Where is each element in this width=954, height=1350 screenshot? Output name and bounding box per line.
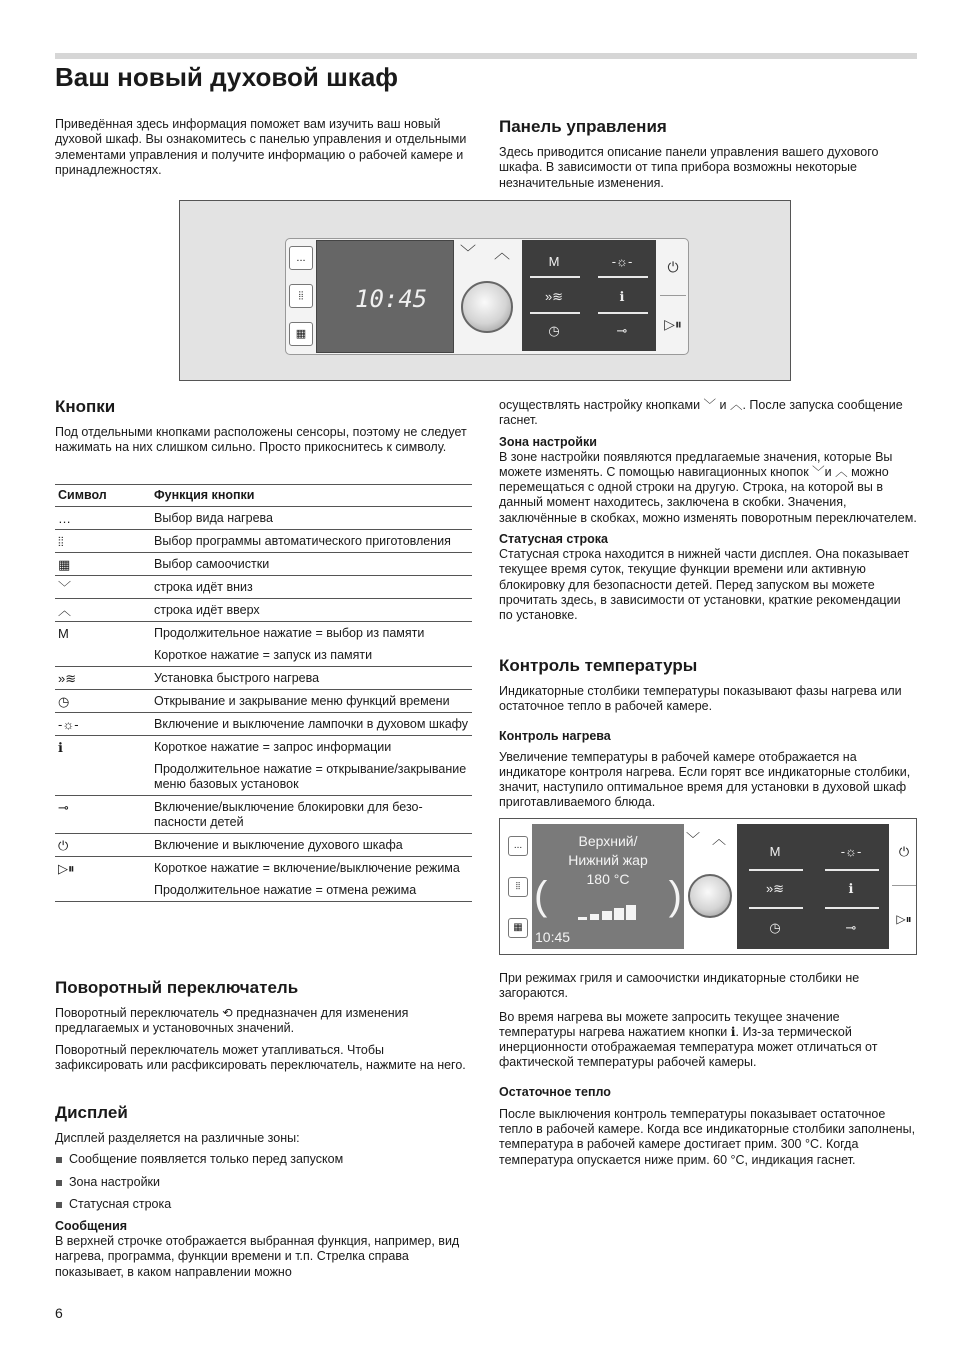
bracket-left-icon: ( <box>534 874 548 918</box>
arrow-down-button[interactable]: ﹀ <box>686 831 700 847</box>
button-symbol-icon: M <box>55 622 151 645</box>
power-button[interactable]: ⏻ <box>660 239 686 296</box>
table-row <box>55 690 472 713</box>
query-note: Во время нагрева вы можете запросить текущее значение температуры нагрева нажатием кнопки ℹ. Из-за термической инерционности отображаемая температура может отличаться от фактической температуры рабочей камеры. <box>499 1009 878 1070</box>
setting-zone-heading: Зона настройки <box>499 434 597 449</box>
button-symbol-icon: … <box>55 507 151 530</box>
temperature-bar <box>602 911 612 920</box>
status-line-heading: Статусная строка <box>499 532 608 547</box>
button-function: Включение/выключение блокировки для безопасности детей <box>151 796 472 834</box>
self-clean-button[interactable]: ▦ <box>508 918 528 938</box>
page-number: 6 <box>55 1305 63 1321</box>
button-function: Выбор программы автоматического приготовления <box>151 530 472 553</box>
button-function: Продолжительное нажатие = открывание/закрывание меню базовых установок <box>154 762 467 791</box>
table-row <box>55 576 472 599</box>
temperature-text: Индикаторные столбики температуры показывают фазы нагрева или остаточное тепло в рабочей камере. <box>499 684 902 714</box>
button-function: Выбор вида нагрева <box>151 507 472 530</box>
arrow-up-button[interactable]: ︿ <box>493 245 510 262</box>
heating-control-heading: Контроль нагрева <box>499 728 611 743</box>
button-symbol-icon <box>55 644 151 667</box>
button-function: Короткое нажатие = запуск из памяти <box>154 648 373 662</box>
power-button[interactable]: ⏻ <box>892 819 916 886</box>
button-symbol-icon <box>55 879 151 902</box>
display-screen <box>532 824 684 949</box>
mode-line-1: Верхний/ <box>578 833 638 849</box>
display-time: 10:45 <box>355 285 428 313</box>
button-symbol-icon: ︿ <box>55 599 151 622</box>
buttons-heading: Кнопки <box>55 397 116 416</box>
table-row <box>55 530 472 553</box>
intro-block <box>55 117 473 184</box>
fast-heat-key[interactable]: »≋ <box>765 881 785 896</box>
temperature-notes <box>499 971 917 1174</box>
grill-note: При режимах гриля и самоочистки индикаторные столбики не загораются. <box>499 971 860 1001</box>
button-function: Выбор самоочистки <box>151 553 472 576</box>
display-heading: Дисплей <box>55 1103 128 1122</box>
temperature-value: 180 °C <box>586 871 630 887</box>
table-row <box>55 796 472 834</box>
residual-heat-text: После выключения контроль температуры показывает остаточное тепло в рабочей камере. Когда все индикаторные столбики заполнены, температура в рабочей камере достигает прим. 300 °C. Когда температура опускается ниже прим. 60 °C, индикация гаснет. <box>499 1106 916 1167</box>
buttons-text: Под отдельными кнопками расположены сенсоры, поэтому не следует нажимать на них слишком сильно. Просто прикоснитесь к символу. <box>55 425 467 455</box>
list-item: Статусная строка <box>55 1197 473 1212</box>
list-item: Зона настройки <box>55 1175 473 1190</box>
button-function: Продолжительное нажатие = выбор из памяти <box>151 622 472 645</box>
list-item: Сообщение появляется только перед запуском <box>55 1152 473 1167</box>
display-zones-list <box>55 1152 473 1212</box>
memory-key[interactable]: M <box>548 254 560 269</box>
heating-mode-button[interactable]: ... <box>289 246 313 270</box>
clock-key[interactable]: ◷ <box>769 920 781 935</box>
residual-heat-heading: Остаточное тепло <box>499 1084 611 1099</box>
rotary-knob[interactable] <box>688 874 732 918</box>
child-lock-key[interactable]: ⊸ <box>616 323 628 338</box>
status-time: 10:45 <box>535 929 571 945</box>
touch-key-field <box>522 240 656 351</box>
button-function: Открывание и закрывание меню функций времени <box>151 690 472 713</box>
button-symbol-icon: »≋ <box>55 667 151 690</box>
button-symbol-icon: ﹀ <box>55 576 151 599</box>
heating-control-text: Увеличение температуры в рабочей камере отображается на индикаторе контроля нагрева. Если горят все индикаторные столбики, значит, наступило оптимальное время для установки в духовой шкаф приготавливаемого блюда. <box>499 749 911 810</box>
page-title: Ваш новый духовой шкаф <box>55 62 399 92</box>
button-function: Включение и выключение лампочки в духовом шкафу <box>151 713 472 736</box>
mode-line-2: Нижний жар <box>568 852 648 868</box>
lamp-key[interactable]: -☼- <box>840 844 862 859</box>
button-symbol-icon: ℹ <box>55 736 151 759</box>
info-key[interactable]: ℹ <box>619 289 625 304</box>
temperature-bar <box>590 914 599 920</box>
table-row <box>55 667 472 690</box>
messages-text: В верхней строчке отображается выбранная функция, например, вид нагрева, программа, функции времени и т.п. Стрелка справа показывает, в каком направлении можно <box>55 1234 460 1279</box>
header-rule <box>55 53 917 59</box>
self-clean-button[interactable]: ▦ <box>289 322 313 346</box>
messages-cont: осуществлять настройку кнопками ﹀ и ︿. После запуска сообщение гаснет. <box>499 398 903 428</box>
table-row <box>55 553 472 576</box>
temperature-bars <box>578 904 638 920</box>
control-panel-section <box>499 117 917 197</box>
buttons-table-body <box>55 507 472 902</box>
temperature-bar <box>578 917 587 920</box>
info-key[interactable]: ℹ <box>848 881 854 896</box>
child-lock-key[interactable]: ⊸ <box>845 920 857 935</box>
buttons-table <box>55 484 472 902</box>
button-symbol-icon: ▦ <box>55 553 151 576</box>
table-row <box>55 644 472 667</box>
auto-program-button[interactable]: ⦙⦙ <box>289 284 313 308</box>
start-pause-button[interactable]: ▷⏸ <box>664 316 682 332</box>
touch-key-field <box>737 824 889 949</box>
display-intro: Дисплей разделяется на различные зоны: <box>55 1131 300 1145</box>
temperature-section <box>499 656 917 817</box>
table-row <box>55 758 472 796</box>
table-row <box>55 599 472 622</box>
button-symbol-icon: ⊸ <box>55 796 151 834</box>
button-symbol-icon: ⦙⦙ <box>55 530 151 553</box>
table-row <box>55 507 472 530</box>
display-continued <box>499 398 917 630</box>
button-function: Продолжительное нажатие = отмена режима <box>151 879 472 902</box>
col-function: Функция кнопки <box>151 485 472 507</box>
button-function: Короткое нажатие = включение/выключение режима <box>151 857 472 880</box>
intro-text: Приведённая здесь информация поможет вам изучить ваш новый духовой шкаф. Вы ознакомитесь с панелью управления и отдельными элементами управления и получите информацию о рабочей камере и принадлежностях. <box>55 117 467 177</box>
auto-program-button[interactable]: ⦙⦙ <box>508 877 528 897</box>
temperature-heading: Контроль температуры <box>499 656 698 675</box>
rotary-text-2: Поворотный переключатель может утапливаться. Чтобы зафиксировать или расфиксировать переключатель, нажмите на него. <box>55 1042 466 1072</box>
table-row <box>55 622 472 645</box>
temperature-bar <box>614 908 624 920</box>
arrow-down-button[interactable]: ﹀ <box>459 245 476 262</box>
button-function: строка идёт вниз <box>151 576 472 599</box>
messages-heading: Сообщения <box>55 1219 128 1234</box>
control-panel-text: Здесь приводится описание панели управления вашего духового шкафа. В зависимости от типа прибора возможны некоторые незначительные изменения. <box>499 145 879 190</box>
buttons-section <box>55 397 473 462</box>
arrow-up-button[interactable]: ︿ <box>712 831 726 847</box>
button-function: Установка быстрого нагрева <box>151 667 472 690</box>
control-panel-heading: Панель управления <box>499 117 667 136</box>
rotary-knob[interactable] <box>461 281 513 333</box>
rotary-section <box>55 978 473 1079</box>
button-symbol-icon: ◷ <box>55 690 151 713</box>
bracket-right-icon: ) <box>668 874 682 918</box>
display-screen <box>316 240 454 353</box>
control-panel-figure <box>179 200 791 381</box>
button-function: Включение и выключение духового шкафа <box>151 834 472 857</box>
button-symbol-icon: ▷⏸ <box>55 857 151 880</box>
clock-key[interactable]: ◷ <box>548 323 560 338</box>
table-row <box>55 736 472 759</box>
fast-heat-key[interactable]: »≋ <box>544 289 564 304</box>
temperature-bar <box>626 905 636 920</box>
rotary-heading: Поворотный переключатель <box>55 978 299 997</box>
panel-body <box>285 238 689 355</box>
table-row <box>55 713 472 736</box>
start-pause-button[interactable]: ▷⏸ <box>896 912 912 926</box>
button-symbol-icon <box>55 758 151 796</box>
heating-display-figure <box>499 818 917 955</box>
button-symbol-icon: -☼- <box>55 713 151 736</box>
memory-key[interactable]: M <box>769 844 781 859</box>
button-function: Короткое нажатие = запрос информации <box>151 736 472 759</box>
table-row <box>55 857 472 880</box>
table-row <box>55 834 472 857</box>
button-symbol-icon: ⏻ <box>55 834 151 857</box>
col-symbol: Символ <box>55 485 151 507</box>
status-line-text: Статусная строка находится в нижней части дисплея. Она показывает текущее время суток, текущие функции времени или активную блокировку для безопасности детей. Перед запуском вы можете прочитать здесь, в зависимости от установки, краткие рекомендации по установке. <box>499 547 910 623</box>
display-section <box>55 1103 473 1286</box>
lamp-key[interactable]: -☼- <box>611 254 633 269</box>
setting-zone-text: В зоне настройки появляются предлагаемые значения, которые Вы можете изменять. С помощью навигационных кнопок ﹀и ︿ можно перемещаться с одной строки на другую. Строка, на которой вы в данный момент находитесь, заключена в скобки. Значения, заключённые в скобках, можно изменять поворотным переключателем. <box>499 449 917 525</box>
heating-mode-button[interactable]: ... <box>508 836 528 856</box>
rotary-text-1: Поворотный переключатель ⟲ предназначен для изменения предлагаемых и установочных значений. <box>55 1006 409 1036</box>
button-function: строка идёт вверх <box>151 599 472 622</box>
table-row <box>55 879 472 902</box>
